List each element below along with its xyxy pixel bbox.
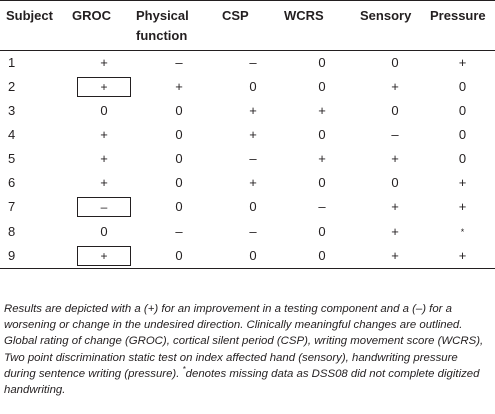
cell-value: *	[460, 227, 465, 237]
cell-value: +	[458, 199, 467, 214]
cell-value: 0	[458, 151, 467, 166]
cell-value: –	[249, 151, 257, 166]
cell-value: 0	[318, 79, 326, 94]
cell-value: 0	[391, 175, 399, 190]
cell-physical-function	[136, 195, 222, 219]
cell-value: +	[391, 151, 399, 166]
footnote-text: denotes missing data as DSS08 did not complete digitized handwriting.	[4, 367, 480, 397]
cell-csp	[222, 219, 284, 244]
cell-csp	[222, 244, 284, 269]
cell-sensory	[360, 75, 430, 99]
cell-value: +	[391, 79, 399, 94]
cell-wcrs	[284, 123, 360, 147]
cell-groc	[72, 99, 136, 123]
cell-wcrs	[284, 195, 360, 219]
cell-pressure	[430, 219, 495, 244]
cell-subject: 4	[8, 127, 16, 142]
cell-value: +	[391, 199, 399, 214]
cell-wcrs	[284, 147, 360, 171]
table-row	[0, 195, 495, 219]
table-row	[0, 171, 495, 195]
cell-csp	[222, 51, 284, 76]
cell-physical-function	[136, 219, 222, 244]
cell-value: 0	[458, 79, 467, 94]
table-row	[0, 99, 495, 123]
cell-value: 0	[175, 248, 183, 263]
cell-value: –	[175, 223, 183, 239]
cell-wcrs	[284, 99, 360, 123]
cell-physical-function	[136, 99, 222, 123]
outlined-value: +	[77, 246, 131, 266]
cell-value: +	[318, 151, 326, 166]
cell-pressure	[430, 195, 495, 219]
cell-sensory	[360, 244, 430, 269]
cell-pressure	[430, 75, 495, 99]
cell-physical-function	[136, 51, 222, 76]
cell-pressure	[430, 99, 495, 123]
cell-physical-function	[136, 171, 222, 195]
cell-value: 0	[175, 151, 183, 166]
table-body	[0, 51, 495, 269]
cell-wcrs	[284, 75, 360, 99]
cell-value: +	[458, 248, 467, 263]
cell-value: +	[391, 248, 399, 263]
table-row	[0, 51, 495, 76]
cell-value: –	[249, 223, 257, 239]
table-row	[0, 219, 495, 244]
cell-subject: 6	[8, 175, 16, 190]
cell-csp	[222, 195, 284, 219]
cell-groc	[72, 195, 136, 219]
cell-sensory	[360, 171, 430, 195]
cell-value: 0	[175, 175, 183, 190]
outlined-value: +	[77, 77, 131, 97]
cell-physical-function	[136, 123, 222, 147]
cell-value: +	[458, 175, 467, 190]
cell-value: 0	[458, 103, 467, 118]
header-wcrs: WCRS	[284, 1, 360, 51]
cell-value: 0	[100, 223, 108, 239]
cell-subject: 9	[0, 244, 72, 269]
cell-value: –	[391, 127, 399, 142]
cell-subject: 8	[8, 223, 16, 239]
cell-value: 0	[391, 103, 399, 118]
cell-value: 0	[318, 55, 326, 70]
cell-value: 0	[249, 199, 257, 214]
cell-csp	[222, 147, 284, 171]
header-pressure: Pressure	[430, 1, 495, 51]
cell-value: 0	[175, 127, 183, 142]
cell-value: +	[318, 103, 326, 118]
header-csp: CSP	[222, 1, 284, 51]
table-row	[0, 123, 495, 147]
cell-groc	[72, 147, 136, 171]
cell-physical-function	[136, 147, 222, 171]
caption-text: Results are depicted with a (+) for an improvement in a testing component and a (–) for a worsening or change in the undesired direction. Clinically meaningful changes are outlined. Global rating of change (GROC), cortical silent period (CSP), writing movement score (WCRS), Two point discrimination static test on index affected hand (sensory), handwriting pressure during sentence writing (pressure).	[4, 303, 484, 380]
cell-value: +	[100, 151, 108, 166]
cell-physical-function	[136, 244, 222, 269]
cell-value: +	[249, 103, 257, 118]
header-subject: Subject	[0, 1, 72, 51]
cell-value: 0	[175, 199, 183, 214]
cell-csp	[222, 171, 284, 195]
cell-value: +	[100, 55, 108, 70]
cell-subject: 1	[8, 55, 16, 70]
cell-pressure	[430, 244, 495, 269]
cell-csp	[222, 123, 284, 147]
cell-value: 0	[249, 79, 257, 94]
header-physical-function: Physical function	[136, 1, 222, 51]
cell-physical-function	[136, 75, 222, 99]
cell-pressure	[430, 147, 495, 171]
cell-groc	[72, 123, 136, 147]
cell-value: 0	[318, 127, 326, 142]
cell-value: –	[175, 55, 183, 70]
cell-groc	[72, 75, 136, 99]
cell-wcrs	[284, 51, 360, 76]
cell-value: 0	[458, 127, 467, 142]
cell-subject: 7	[8, 199, 16, 214]
cell-sensory	[360, 219, 430, 244]
cell-wcrs	[284, 171, 360, 195]
cell-value: 0	[318, 175, 326, 190]
cell-subject: 5	[8, 151, 16, 166]
cell-groc	[72, 171, 136, 195]
cell-value: 0	[249, 248, 257, 263]
cell-pressure	[430, 123, 495, 147]
cell-value: +	[458, 55, 467, 70]
cell-groc	[72, 244, 136, 269]
header-groc: GROC	[72, 1, 136, 51]
outlined-value: –	[77, 197, 131, 217]
cell-value: 0	[175, 103, 183, 118]
table-row	[0, 147, 495, 171]
cell-wcrs	[284, 244, 360, 269]
cell-csp	[222, 99, 284, 123]
cell-sensory	[360, 195, 430, 219]
cell-pressure	[430, 171, 495, 195]
footnote-mark: *	[182, 365, 186, 375]
cell-value: 0	[318, 223, 326, 239]
table-caption	[4, 301, 492, 398]
cell-sensory	[360, 51, 430, 76]
cell-value: +	[175, 79, 183, 94]
cell-pressure	[430, 51, 495, 76]
cell-sensory	[360, 99, 430, 123]
cell-csp	[222, 75, 284, 99]
cell-value: +	[249, 175, 257, 190]
cell-sensory	[360, 147, 430, 171]
table-row	[0, 75, 495, 99]
cell-value: 0	[318, 248, 326, 263]
cell-subject: 3	[8, 103, 16, 118]
cell-value: –	[249, 55, 257, 70]
cell-value: +	[249, 127, 257, 142]
table-row	[0, 244, 495, 269]
cell-sensory	[360, 123, 430, 147]
cell-subject: 2	[8, 79, 16, 94]
cell-value: 0	[100, 103, 108, 118]
header-row	[0, 1, 495, 51]
cell-value: +	[100, 127, 108, 142]
cell-value: +	[391, 223, 399, 239]
cell-groc	[72, 51, 136, 76]
cell-value: +	[100, 175, 108, 190]
cell-groc	[72, 219, 136, 244]
cell-value: 0	[391, 55, 399, 70]
header-sensory: Sensory	[360, 1, 430, 51]
cell-value: –	[318, 199, 326, 214]
cell-wcrs	[284, 219, 360, 244]
